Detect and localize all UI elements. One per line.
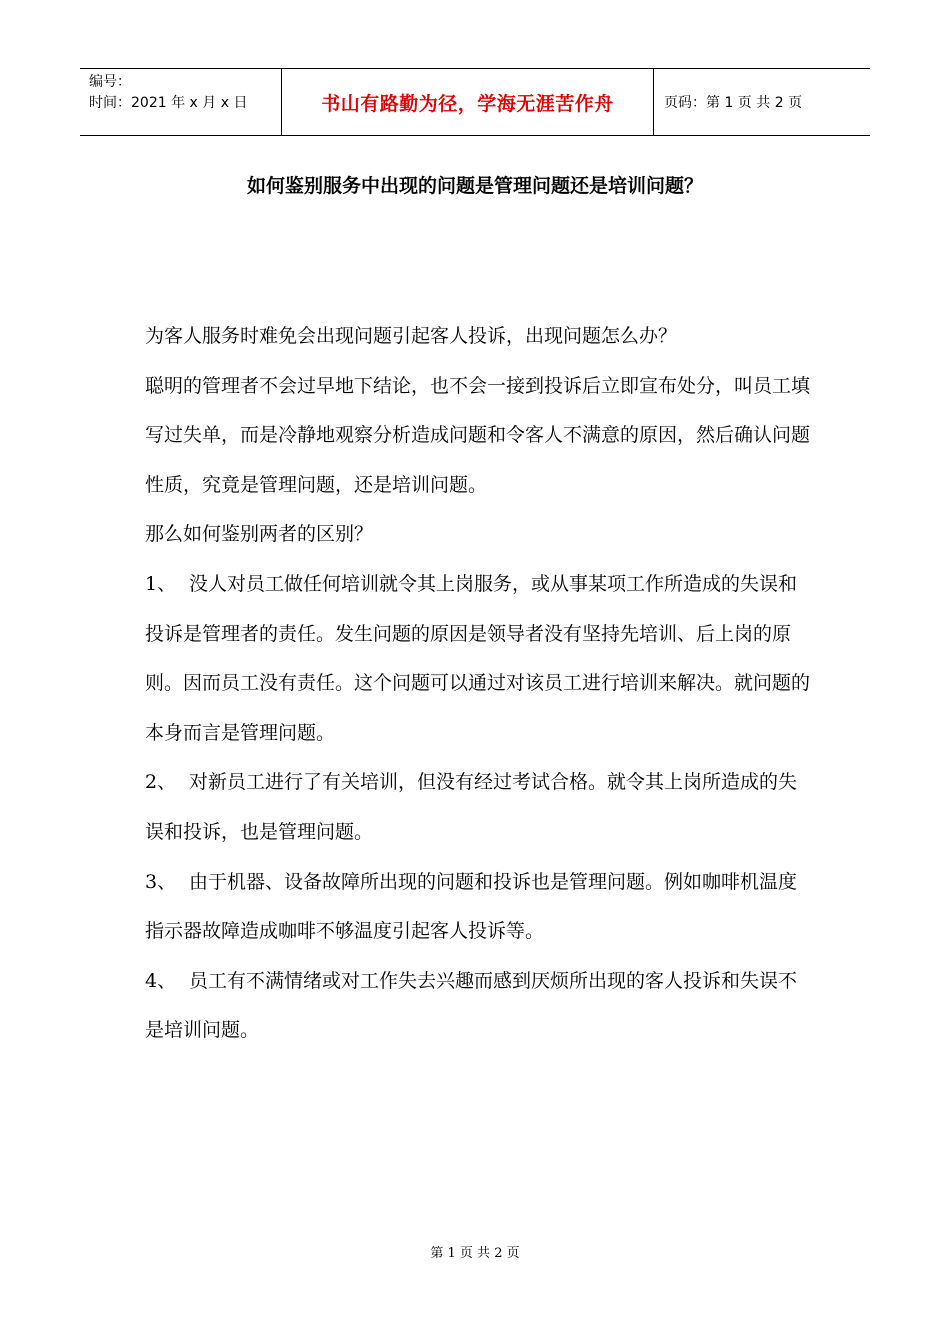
list-item-number: 2、 xyxy=(145,771,177,794)
list-item xyxy=(145,858,815,957)
list-item xyxy=(145,758,815,857)
intro-paragraph: 聪明的管理者不会过早地下结论，也不会一接到投诉后立即宣布处分，叫员工填写过失单，而是冷静地观察分析造成问题和令客人不满意的原因，然后确认问题性质，究竟是管理问题，还是培训问题。 xyxy=(145,374,811,496)
header-table xyxy=(80,68,870,136)
list-item-text: 对新员工进行了有关培训，但没有经过考试合格。就令其上岗所造成的失误和投诉，也是管理问题。 xyxy=(145,771,798,843)
header-page-info: 页码：第 1 页 共 2 页 xyxy=(664,95,803,111)
list-item-number: 4、 xyxy=(145,969,177,992)
list-item-text: 由于机器、设备故障所出现的问题和投诉也是管理问题。例如咖啡机温度指示器故障造成咖啡不够温度引起客人投诉等。 xyxy=(145,870,798,943)
intro-paragraph: 那么如何鉴别两者的区别？ xyxy=(145,523,374,546)
page-footer: 第 1 页 共 2 页 xyxy=(430,1246,520,1261)
list-item-number: 1、 xyxy=(145,572,177,595)
intro-paragraph: 为客人服务时难免会出现问题引起客人投诉，出现问题怎么办？ xyxy=(145,325,678,347)
list-item-text: 没人对员工做任何培训就令其上岗服务，或从事某项工作所造成的失误和投诉是管理者的责任。发生问题的原因是领导者没有坚持先培训、后上岗的原则。因而员工没有责任。这个问题可以通过对该员工进行培训来解决。就问题的本身而言是管理问题。 xyxy=(145,572,811,744)
document-number-label: 编号： xyxy=(89,74,131,90)
header-motto: 书山有路勤为径，学海无涯苦作舟 xyxy=(282,69,654,135)
list-item xyxy=(145,560,815,758)
list-item xyxy=(145,957,815,1056)
document-title: 如何鉴别服务中出现的问题是管理问题还是培训问题？ xyxy=(246,175,703,197)
list-item-text: 员工有不满情绪或对工作失去兴趣而感到厌烦所出现的客人投诉和失误不是培训问题。 xyxy=(145,969,798,1042)
list-item-number: 3、 xyxy=(145,870,177,893)
header-meta-cell xyxy=(80,69,282,135)
document-time-label: 时间：2021 年 x 月 x 日 xyxy=(89,95,248,111)
document-body xyxy=(145,312,815,1056)
